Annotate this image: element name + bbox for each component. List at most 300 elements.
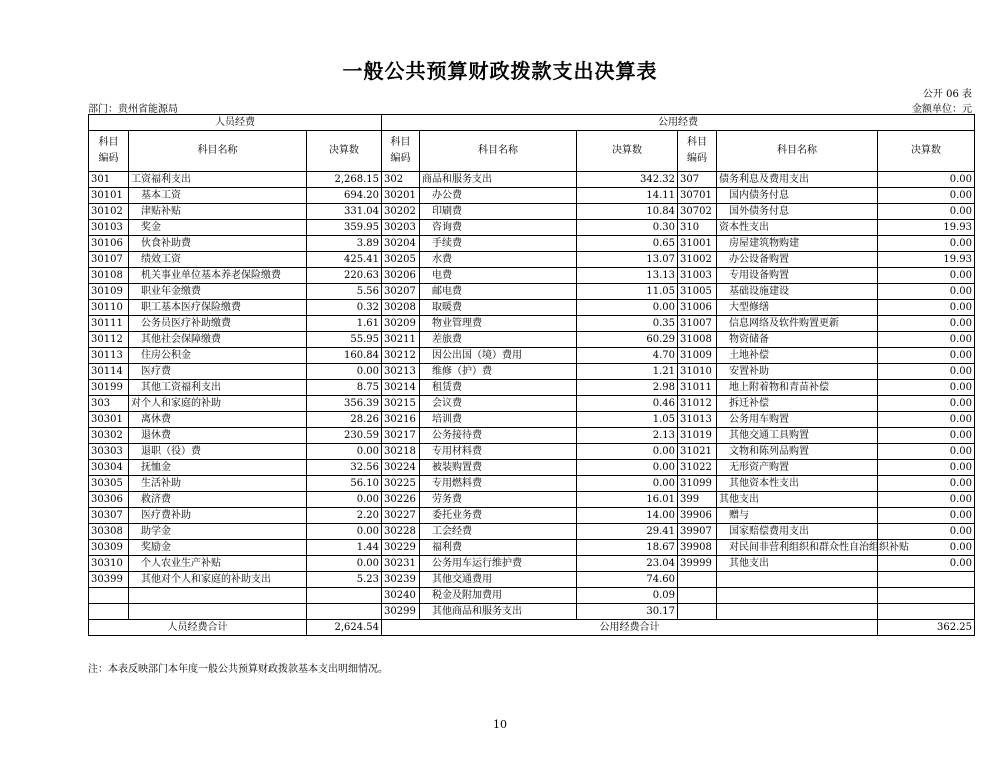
name-cell: 拆迁补偿 <box>717 396 878 412</box>
code-cell: 30207 <box>382 284 420 300</box>
name-cell: 劳务费 <box>420 492 577 508</box>
code-cell: 30107 <box>89 252 129 268</box>
amount-cell: 13.07 <box>577 252 678 268</box>
amount-cell <box>878 604 975 620</box>
code-cell: 31021 <box>678 444 717 460</box>
name-cell: 物资储备 <box>717 332 878 348</box>
name-cell: 土地补偿 <box>717 348 878 364</box>
table-row <box>89 300 975 316</box>
name-cell <box>129 604 307 620</box>
name-cell: 资本性支出 <box>717 220 878 236</box>
amount-cell: 5.23 <box>307 572 382 588</box>
name-cell: 对个人和家庭的补助 <box>129 396 307 412</box>
name-cell: 租赁费 <box>420 380 577 396</box>
name-cell: 邮电费 <box>420 284 577 300</box>
code-cell: 30218 <box>382 444 420 460</box>
table-row <box>89 380 975 396</box>
name-cell: 债务利息及费用支出 <box>717 172 878 188</box>
amount-cell: 1.61 <box>307 316 382 332</box>
name-cell: 国家赔偿费用支出 <box>717 524 878 540</box>
table-row <box>89 348 975 364</box>
name-cell: 物业管理费 <box>420 316 577 332</box>
code-cell: 31011 <box>678 380 717 396</box>
table-row <box>89 604 975 620</box>
code-cell: 39908 <box>678 540 717 556</box>
amount-cell: 19.93 <box>878 220 975 236</box>
name-cell: 赠与 <box>717 508 878 524</box>
amount-cell: 55.95 <box>307 332 382 348</box>
amount-cell: 160.84 <box>307 348 382 364</box>
code-cell: 30231 <box>382 556 420 572</box>
name-cell: 机关事业单位基本养老保险缴费 <box>129 268 307 284</box>
code-cell: 301 <box>89 172 129 188</box>
code-cell: 30202 <box>382 204 420 220</box>
name-cell: 离休费 <box>129 412 307 428</box>
code-cell: 30206 <box>382 268 420 284</box>
name-cell: 信息网络及软件购置更新 <box>717 316 878 332</box>
amount-cell: 2.20 <box>307 508 382 524</box>
code-cell: 30112 <box>89 332 129 348</box>
name-cell: 被装购置费 <box>420 460 577 476</box>
amount-cell: 230.59 <box>307 428 382 444</box>
table-row <box>89 588 975 604</box>
code-cell: 31006 <box>678 300 717 316</box>
name-cell: 委托业务费 <box>420 508 577 524</box>
unit-label: 金额单位：元 <box>912 104 972 115</box>
code-cell: 31003 <box>678 268 717 284</box>
amount-cell: 0.35 <box>577 316 678 332</box>
code-cell: 30217 <box>382 428 420 444</box>
code-cell: 30303 <box>89 444 129 460</box>
code-cell <box>89 604 129 620</box>
amount-cell: 18.67 <box>577 540 678 556</box>
name-cell: 国外债务付息 <box>717 204 878 220</box>
table-row <box>89 476 975 492</box>
name-cell: 文物和陈列品购置 <box>717 444 878 460</box>
amount-cell: 0.00 <box>307 556 382 572</box>
code-cell: 30306 <box>89 492 129 508</box>
header-code-2: 科目 编码 <box>382 131 420 172</box>
name-cell: 对民间非营利组织和群众性自治组织补贴 <box>717 540 878 556</box>
header-code-3: 科目 编码 <box>678 131 717 172</box>
amount-cell: 4.70 <box>577 348 678 364</box>
code-cell: 30227 <box>382 508 420 524</box>
amount-cell: 0.00 <box>878 476 975 492</box>
name-cell: 个人农业生产补贴 <box>129 556 307 572</box>
table-row <box>89 172 975 188</box>
amount-cell: 1.05 <box>577 412 678 428</box>
amount-cell <box>307 588 382 604</box>
name-cell <box>129 588 307 604</box>
name-cell: 取暖费 <box>420 300 577 316</box>
name-cell: 退休费 <box>129 428 307 444</box>
code-cell: 31013 <box>678 412 717 428</box>
personnel-total-label: 人员经费合计 <box>89 620 307 636</box>
name-cell: 电费 <box>420 268 577 284</box>
name-cell: 救济费 <box>129 492 307 508</box>
name-cell: 地上附着物和青苗补偿 <box>717 380 878 396</box>
amount-cell: 0.00 <box>878 172 975 188</box>
amount-cell: 28.26 <box>307 412 382 428</box>
code-cell: 31010 <box>678 364 717 380</box>
code-cell: 302 <box>382 172 420 188</box>
amount-cell <box>307 604 382 620</box>
name-cell: 其他支出 <box>717 556 878 572</box>
amount-cell: 331.04 <box>307 204 382 220</box>
name-cell: 医疗费 <box>129 364 307 380</box>
name-cell: 伙食补助费 <box>129 236 307 252</box>
header-amount-3: 决算数 <box>878 131 975 172</box>
name-cell: 生活补助 <box>129 476 307 492</box>
table-row <box>89 556 975 572</box>
code-cell: 30305 <box>89 476 129 492</box>
code-cell: 31099 <box>678 476 717 492</box>
code-cell <box>678 572 717 588</box>
name-cell: 专用设备购置 <box>717 268 878 284</box>
name-cell: 房屋建筑物购建 <box>717 236 878 252</box>
name-cell: 公务接待费 <box>420 428 577 444</box>
amount-cell: 8.75 <box>307 380 382 396</box>
amount-cell: 0.00 <box>878 460 975 476</box>
code-cell <box>89 588 129 604</box>
code-cell: 30214 <box>382 380 420 396</box>
amount-cell: 5.56 <box>307 284 382 300</box>
code-cell: 30224 <box>382 460 420 476</box>
table-row <box>89 252 975 268</box>
name-cell: 商品和服务支出 <box>420 172 577 188</box>
table-row <box>89 524 975 540</box>
amount-cell: 32.56 <box>307 460 382 476</box>
name-cell: 公务用车购置 <box>717 412 878 428</box>
amount-cell: 60.29 <box>577 332 678 348</box>
table-row <box>89 332 975 348</box>
name-cell: 退职（役）费 <box>129 444 307 460</box>
name-cell: 职工基本医疗保险缴费 <box>129 300 307 316</box>
code-cell: 30302 <box>89 428 129 444</box>
amount-cell: 0.00 <box>878 380 975 396</box>
amount-cell: 56.10 <box>307 476 382 492</box>
amount-cell: 0.00 <box>878 236 975 252</box>
code-cell: 30301 <box>89 412 129 428</box>
code-cell: 30228 <box>382 524 420 540</box>
amount-cell: 0.00 <box>878 268 975 284</box>
amount-cell: 30.17 <box>577 604 678 620</box>
code-cell: 30213 <box>382 364 420 380</box>
amount-cell: 10.84 <box>577 204 678 220</box>
amount-cell: 0.00 <box>878 524 975 540</box>
code-cell: 30111 <box>89 316 129 332</box>
code-cell: 30211 <box>382 332 420 348</box>
amount-cell: 2.13 <box>577 428 678 444</box>
amount-cell: 13.13 <box>577 268 678 284</box>
amount-cell: 16.01 <box>577 492 678 508</box>
code-cell: 307 <box>678 172 717 188</box>
code-cell: 30216 <box>382 412 420 428</box>
name-cell: 其他资本性支出 <box>717 476 878 492</box>
code-cell: 31005 <box>678 284 717 300</box>
name-cell <box>717 572 878 588</box>
name-cell: 工资福利支出 <box>129 172 307 188</box>
public-total-value: 362.25 <box>878 620 975 636</box>
name-cell: 专用燃料费 <box>420 476 577 492</box>
table-row <box>89 284 975 300</box>
amount-cell: 2,268.15 <box>307 172 382 188</box>
name-cell: 公务用车运行维护费 <box>420 556 577 572</box>
code-cell: 30212 <box>382 348 420 364</box>
code-cell: 30101 <box>89 188 129 204</box>
name-cell: 基础设施建设 <box>717 284 878 300</box>
code-cell: 30304 <box>89 460 129 476</box>
code-cell: 30225 <box>382 476 420 492</box>
table-row <box>89 444 975 460</box>
code-cell: 30203 <box>382 220 420 236</box>
table-row <box>89 316 975 332</box>
name-cell: 办公费 <box>420 188 577 204</box>
amount-cell: 0.00 <box>878 188 975 204</box>
table-row <box>89 204 975 220</box>
name-cell: 其他工资福利支出 <box>129 380 307 396</box>
amount-cell: 0.00 <box>878 396 975 412</box>
amount-cell: 359.95 <box>307 220 382 236</box>
table-row <box>89 220 975 236</box>
code-cell: 30204 <box>382 236 420 252</box>
name-cell: 培训费 <box>420 412 577 428</box>
name-cell: 津贴补贴 <box>129 204 307 220</box>
table-row <box>89 460 975 476</box>
table-row <box>89 572 975 588</box>
code-cell: 30199 <box>89 380 129 396</box>
public-group-header: 公用经费 <box>382 115 975 131</box>
table-row <box>89 428 975 444</box>
group-header-row <box>89 115 975 131</box>
name-cell: 差旅费 <box>420 332 577 348</box>
public-total-label: 公用经费合计 <box>382 620 878 636</box>
code-cell: 303 <box>89 396 129 412</box>
code-cell: 30108 <box>89 268 129 284</box>
name-cell: 绩效工资 <box>129 252 307 268</box>
personnel-group-header: 人员经费 <box>89 115 382 131</box>
name-cell: 抚恤金 <box>129 460 307 476</box>
amount-cell: 0.00 <box>878 316 975 332</box>
table-row <box>89 412 975 428</box>
code-cell: 31008 <box>678 332 717 348</box>
totals-row <box>89 620 975 636</box>
amount-cell: 0.00 <box>878 412 975 428</box>
code-cell: 31012 <box>678 396 717 412</box>
amount-cell: 74.60 <box>577 572 678 588</box>
amount-cell: 3.89 <box>307 236 382 252</box>
amount-cell: 0.00 <box>878 492 975 508</box>
name-cell: 其他商品和服务支出 <box>420 604 577 620</box>
code-cell: 30113 <box>89 348 129 364</box>
code-cell: 30309 <box>89 540 129 556</box>
code-cell: 31001 <box>678 236 717 252</box>
code-cell: 31022 <box>678 460 717 476</box>
code-cell: 31007 <box>678 316 717 332</box>
amount-cell: 0.00 <box>577 476 678 492</box>
name-cell: 其他交通工具购置 <box>717 428 878 444</box>
amount-cell: 0.00 <box>878 300 975 316</box>
amount-cell: 29.41 <box>577 524 678 540</box>
code-cell: 31019 <box>678 428 717 444</box>
column-header-row <box>89 131 975 172</box>
amount-cell: 0.00 <box>878 204 975 220</box>
table-row <box>89 508 975 524</box>
code-cell: 30308 <box>89 524 129 540</box>
amount-cell: 0.00 <box>878 428 975 444</box>
amount-cell: 0.00 <box>577 460 678 476</box>
page-number: 10 <box>493 718 507 731</box>
code-cell: 30399 <box>89 572 129 588</box>
amount-cell: 694.20 <box>307 188 382 204</box>
personnel-total-value: 2,624.54 <box>307 620 382 636</box>
header-code-1: 科目 编码 <box>89 131 129 172</box>
code-cell: 30201 <box>382 188 420 204</box>
amount-cell: 0.65 <box>577 236 678 252</box>
table-row <box>89 188 975 204</box>
amount-cell: 0.32 <box>307 300 382 316</box>
amount-cell: 0.00 <box>307 492 382 508</box>
code-cell <box>678 588 717 604</box>
amount-cell: 0.00 <box>878 444 975 460</box>
name-cell: 专用材料费 <box>420 444 577 460</box>
name-cell: 其他对个人和家庭的补助支出 <box>129 572 307 588</box>
amount-cell: 0.46 <box>577 396 678 412</box>
amount-cell: 0.00 <box>878 556 975 572</box>
amount-cell <box>878 572 975 588</box>
header-name-3: 科目名称 <box>717 131 878 172</box>
name-cell: 因公出国（境）费用 <box>420 348 577 364</box>
table-row <box>89 236 975 252</box>
table-row <box>89 540 975 556</box>
code-cell: 31009 <box>678 348 717 364</box>
name-cell: 医疗费补助 <box>129 508 307 524</box>
code-cell: 30208 <box>382 300 420 316</box>
amount-cell: 11.05 <box>577 284 678 300</box>
table-row <box>89 268 975 284</box>
table-row <box>89 396 975 412</box>
amount-cell: 0.00 <box>878 332 975 348</box>
name-cell: 水费 <box>420 252 577 268</box>
amount-cell: 425.41 <box>307 252 382 268</box>
amount-cell: 0.00 <box>878 348 975 364</box>
amount-cell: 14.11 <box>577 188 678 204</box>
header-name-2: 科目名称 <box>420 131 577 172</box>
name-cell: 福利费 <box>420 540 577 556</box>
name-cell: 公务员医疗补助缴费 <box>129 316 307 332</box>
amount-cell <box>878 588 975 604</box>
name-cell: 住房公积金 <box>129 348 307 364</box>
name-cell: 其他社会保障缴费 <box>129 332 307 348</box>
code-cell: 30102 <box>89 204 129 220</box>
code-cell: 30109 <box>89 284 129 300</box>
name-cell: 税金及附加费用 <box>420 588 577 604</box>
name-cell: 职业年金缴费 <box>129 284 307 300</box>
table-row <box>89 364 975 380</box>
name-cell: 助学金 <box>129 524 307 540</box>
header-name-1: 科目名称 <box>129 131 307 172</box>
name-cell: 会议费 <box>420 396 577 412</box>
amount-cell: 1.44 <box>307 540 382 556</box>
code-cell: 30701 <box>678 188 717 204</box>
name-cell: 办公设备购置 <box>717 252 878 268</box>
code-cell: 310 <box>678 220 717 236</box>
name-cell: 手续费 <box>420 236 577 252</box>
amount-cell: 0.00 <box>878 364 975 380</box>
code-cell: 30114 <box>89 364 129 380</box>
code-cell: 30106 <box>89 236 129 252</box>
amount-cell: 14.00 <box>577 508 678 524</box>
code-cell: 30205 <box>382 252 420 268</box>
amount-cell: 0.00 <box>307 444 382 460</box>
name-cell: 其他支出 <box>717 492 878 508</box>
amount-cell: 342.32 <box>577 172 678 188</box>
amount-cell: 0.00 <box>878 540 975 556</box>
code-cell: 30103 <box>89 220 129 236</box>
name-cell: 其他交通费用 <box>420 572 577 588</box>
amount-cell: 2.98 <box>577 380 678 396</box>
amount-cell: 0.09 <box>577 588 678 604</box>
code-cell: 30229 <box>382 540 420 556</box>
code-cell: 39906 <box>678 508 717 524</box>
code-cell: 30239 <box>382 572 420 588</box>
amount-cell: 0.00 <box>878 284 975 300</box>
name-cell: 奖励金 <box>129 540 307 556</box>
code-cell: 39999 <box>678 556 717 572</box>
code-cell: 30702 <box>678 204 717 220</box>
code-cell: 30310 <box>89 556 129 572</box>
expenditure-table-wrap <box>88 114 974 636</box>
code-cell: 31002 <box>678 252 717 268</box>
code-cell: 399 <box>678 492 717 508</box>
amount-cell: 0.00 <box>307 524 382 540</box>
code-cell: 30215 <box>382 396 420 412</box>
expenditure-table <box>88 114 975 636</box>
amount-cell: 0.00 <box>307 364 382 380</box>
code-cell: 30209 <box>382 316 420 332</box>
name-cell: 工会经费 <box>420 524 577 540</box>
amount-cell: 220.63 <box>307 268 382 284</box>
header-amount-1: 决算数 <box>307 131 382 172</box>
name-cell: 无形资产购置 <box>717 460 878 476</box>
name-cell: 基本工资 <box>129 188 307 204</box>
name-cell: 奖金 <box>129 220 307 236</box>
footnote: 注：本表反映部门本年度一般公共预算财政拨款基本支出明细情况。 <box>88 664 388 675</box>
amount-cell: 0.00 <box>577 444 678 460</box>
header-amount-2: 决算数 <box>577 131 678 172</box>
code-cell: 30299 <box>382 604 420 620</box>
name-cell: 印刷费 <box>420 204 577 220</box>
amount-cell: 19.93 <box>878 252 975 268</box>
code-cell: 30110 <box>89 300 129 316</box>
name-cell: 咨询费 <box>420 220 577 236</box>
name-cell: 国内债务付息 <box>717 188 878 204</box>
name-cell: 维修（护）费 <box>420 364 577 380</box>
table-row <box>89 492 975 508</box>
name-cell <box>717 588 878 604</box>
amount-cell: 1.21 <box>577 364 678 380</box>
amount-cell: 23.04 <box>577 556 678 572</box>
amount-cell: 0.00 <box>878 508 975 524</box>
code-cell: 30307 <box>89 508 129 524</box>
department-label: 部门：贵州省能源局 <box>88 104 178 115</box>
page-title: 一般公共预算财政拨款支出决算表 <box>342 59 658 83</box>
amount-cell: 356.39 <box>307 396 382 412</box>
amount-cell: 0.30 <box>577 220 678 236</box>
name-cell: 安置补助 <box>717 364 878 380</box>
name-cell <box>717 604 878 620</box>
code-cell: 30226 <box>382 492 420 508</box>
